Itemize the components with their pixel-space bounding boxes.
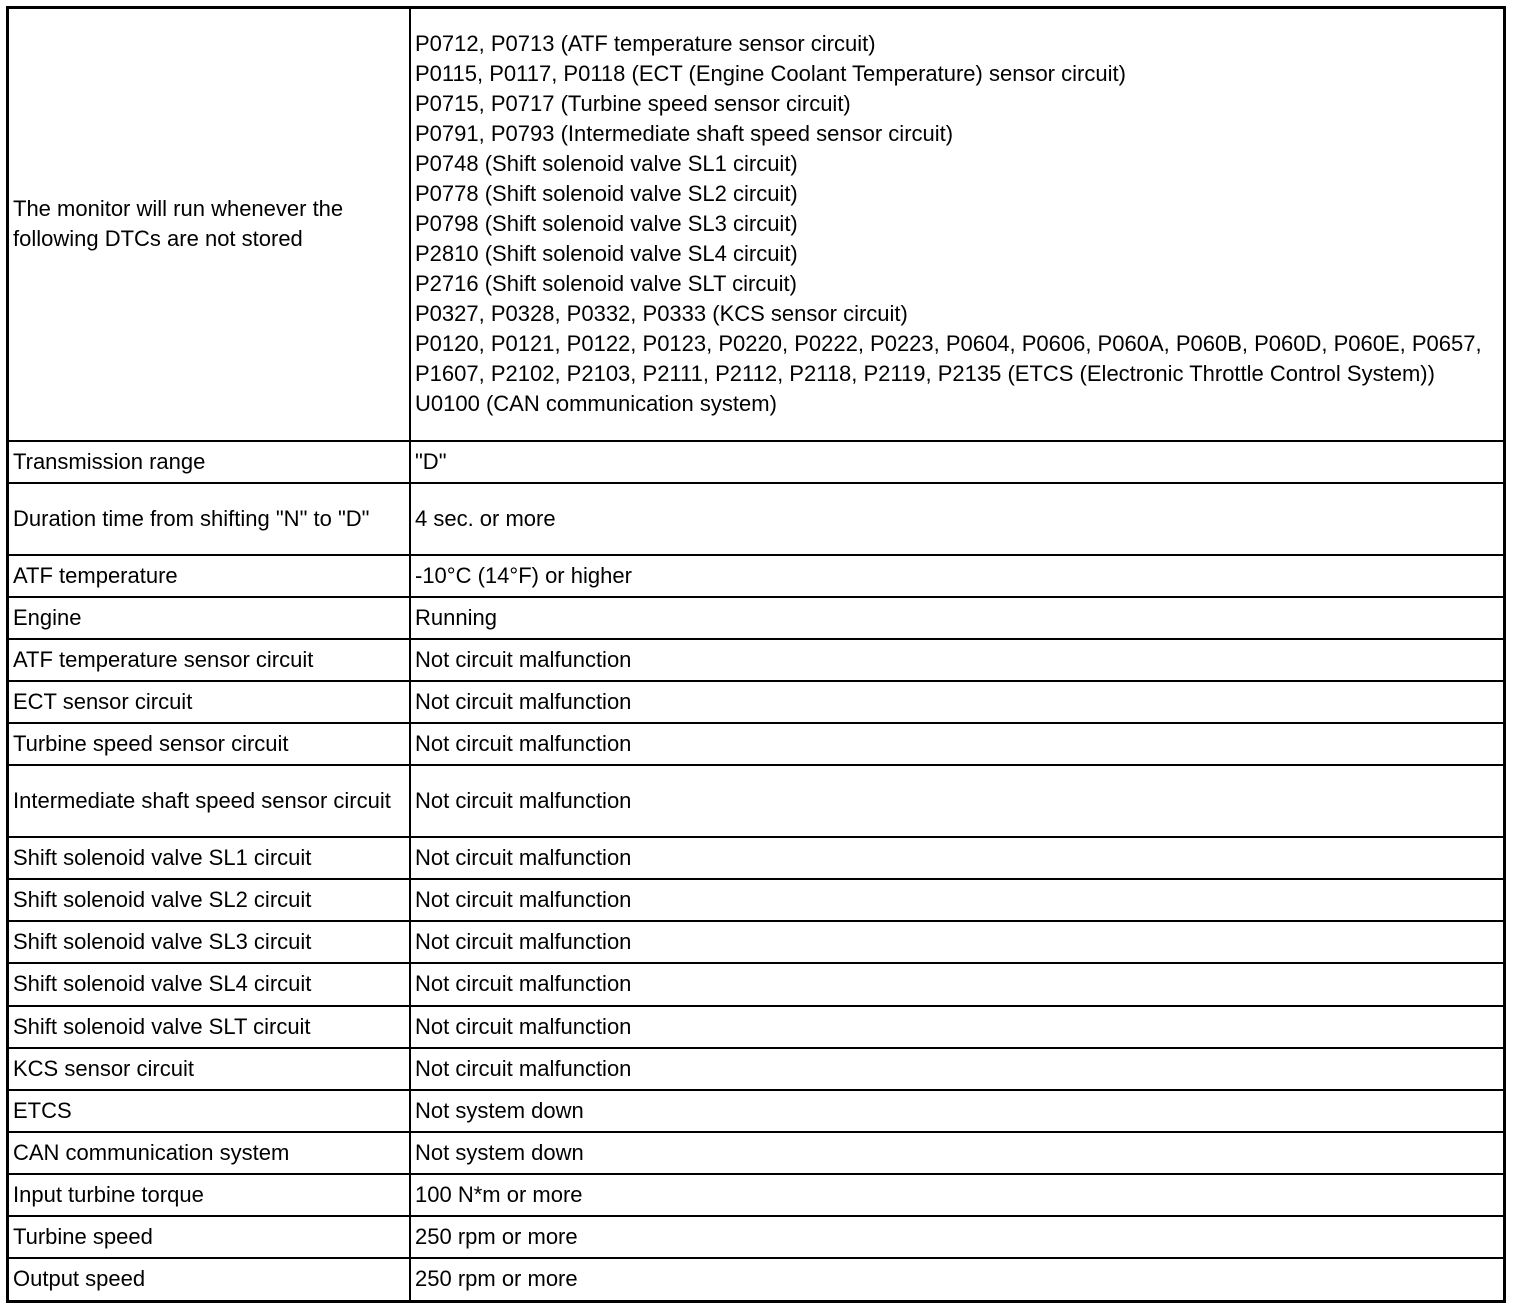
- condition-value: Not circuit malfunction: [410, 921, 1503, 963]
- condition-value: Not circuit malfunction: [410, 639, 1503, 681]
- condition-value: 250 rpm or more: [410, 1258, 1503, 1300]
- table-row: [9, 879, 1503, 921]
- condition-label: Input turbine torque: [9, 1174, 410, 1216]
- dtc-line-slt: P2716 (Shift solenoid valve SLT circuit): [415, 271, 797, 297]
- table-row: [9, 723, 1503, 765]
- dtc-line-atf-temp: P0712, P0713 (ATF temperature sensor circuit): [415, 31, 876, 57]
- condition-label: Transmission range: [9, 441, 410, 483]
- condition-value: 250 rpm or more: [410, 1216, 1503, 1258]
- condition-label: Duration time from shifting "N" to "D": [9, 483, 410, 555]
- table-row: [9, 1048, 1503, 1090]
- dtc-line-sl3: P0798 (Shift solenoid valve SL3 circuit): [415, 211, 798, 237]
- condition-value: Not system down: [410, 1090, 1503, 1132]
- table-row: [9, 555, 1503, 597]
- condition-value: Not circuit malfunction: [410, 1048, 1503, 1090]
- dtc-list-cell: [410, 9, 1503, 441]
- dtc-line-ect: P0115, P0117, P0118 (ECT (Engine Coolant Temperature) sensor circuit): [415, 61, 1126, 87]
- dtc-line-intermediate-shaft: P0791, P0793 (Intermediate shaft speed sensor circuit): [415, 121, 954, 147]
- table-row: [9, 639, 1503, 681]
- condition-label: Shift solenoid valve SLT circuit: [9, 1006, 410, 1048]
- condition-label: ETCS: [9, 1090, 410, 1132]
- condition-label: Intermediate shaft speed sensor circuit: [9, 765, 410, 837]
- table-row: [9, 1174, 1503, 1216]
- dtc-line-sl1: P0748 (Shift solenoid valve SL1 circuit): [415, 151, 798, 177]
- table-row: [9, 441, 1503, 483]
- condition-value: Not circuit malfunction: [410, 765, 1503, 837]
- condition-value: Not circuit malfunction: [410, 837, 1503, 879]
- condition-label: Shift solenoid valve SL1 circuit: [9, 837, 410, 879]
- condition-label: Shift solenoid valve SL4 circuit: [9, 963, 410, 1005]
- table-row: [9, 921, 1503, 963]
- condition-value: Not circuit malfunction: [410, 1006, 1503, 1048]
- condition-label: Engine: [9, 597, 410, 639]
- condition-value: 4 sec. or more: [410, 483, 1503, 555]
- condition-label: Output speed: [9, 1258, 410, 1300]
- monitor-condition-label: The monitor will run whenever the following DTCs are not stored: [9, 9, 410, 441]
- table-row: [9, 483, 1503, 555]
- condition-label: ATF temperature: [9, 555, 410, 597]
- condition-label: Turbine speed sensor circuit: [9, 723, 410, 765]
- dtc-line-turbine-speed: P0715, P0717 (Turbine speed sensor circuit): [415, 91, 851, 117]
- condition-label: Shift solenoid valve SL3 circuit: [9, 921, 410, 963]
- condition-label: CAN communication system: [9, 1132, 410, 1174]
- table-row: [9, 1090, 1503, 1132]
- condition-value: "D": [410, 441, 1503, 483]
- condition-value: Not circuit malfunction: [410, 681, 1503, 723]
- dtc-line-can: U0100 (CAN communication system): [415, 391, 777, 417]
- condition-value: Not system down: [410, 1132, 1503, 1174]
- condition-value: Not circuit malfunction: [410, 723, 1503, 765]
- table-row: [9, 765, 1503, 837]
- condition-value: Not circuit malfunction: [410, 879, 1503, 921]
- table-row: [9, 597, 1503, 639]
- condition-value: Running: [410, 597, 1503, 639]
- condition-label: ATF temperature sensor circuit: [9, 639, 410, 681]
- table-row: [9, 1132, 1503, 1174]
- table-row: [9, 837, 1503, 879]
- dtc-line-kcs: P0327, P0328, P0332, P0333 (KCS sensor circuit): [415, 301, 908, 327]
- conditions-table-frame: [6, 6, 1506, 1303]
- condition-value: Not circuit malfunction: [410, 963, 1503, 1005]
- conditions-table-body: [9, 9, 1503, 1300]
- table-row: [9, 1006, 1503, 1048]
- table-row: [9, 1258, 1503, 1300]
- condition-label: Shift solenoid valve SL2 circuit: [9, 879, 410, 921]
- table-row: [9, 681, 1503, 723]
- condition-label: Turbine speed: [9, 1216, 410, 1258]
- table-row: [9, 1216, 1503, 1258]
- dtc-line-etcs: P0120, P0121, P0122, P0123, P0220, P0222, P0223, P0604, P0606, P060A, P060B, P060D, P060E, P0657, P1607, P2102, P2103, P2111, P2112, P2118, P2119, P2135 (ETCS (Electronic Throttle Control System)): [415, 331, 1482, 387]
- dtc-line-sl2: P0778 (Shift solenoid valve SL2 circuit): [415, 181, 798, 207]
- condition-label: ECT sensor circuit: [9, 681, 410, 723]
- condition-value: -10°C (14°F) or higher: [410, 555, 1503, 597]
- condition-value: 100 N*m or more: [410, 1174, 1503, 1216]
- table-row: [9, 963, 1503, 1005]
- dtc-line-sl4: P2810 (Shift solenoid valve SL4 circuit): [415, 241, 798, 267]
- table-row-monitor: [9, 9, 1503, 441]
- conditions-table: [9, 9, 1503, 1300]
- condition-label: KCS sensor circuit: [9, 1048, 410, 1090]
